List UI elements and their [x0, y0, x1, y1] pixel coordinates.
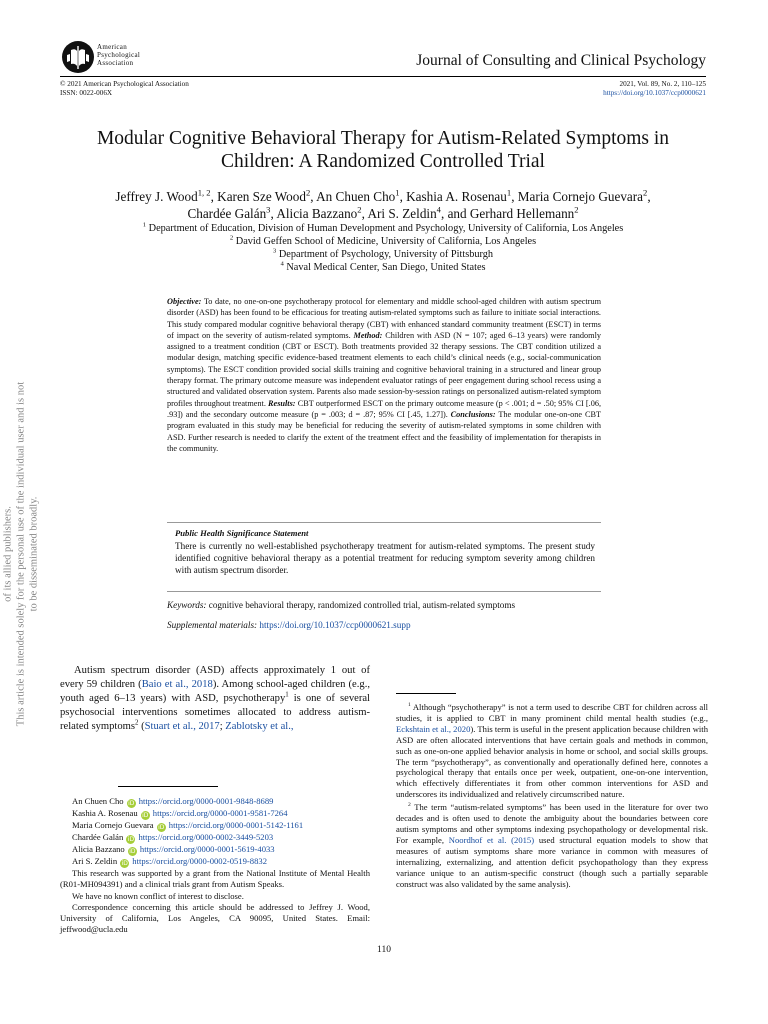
author-sup: 3 — [266, 204, 271, 215]
author-name: Maria Cornejo Guevara — [517, 189, 644, 204]
meta-right — [603, 80, 706, 97]
copyright-sidebar — [0, 382, 41, 727]
abstract-method-label: Method: — [353, 330, 383, 340]
publisher-line-3: Association — [97, 59, 134, 68]
author-sup: 1, 2 — [197, 187, 211, 198]
orcid-link[interactable]: https://orcid.org/0000-0001-5142-1161 — [168, 820, 304, 830]
orcid-entry: Alicia Bazzano iD https://orcid.org/0000-0001-5619-4033 — [72, 844, 275, 855]
keywords — [167, 600, 515, 610]
meta-left — [60, 80, 189, 97]
footnote-rule-right — [396, 693, 456, 694]
orcid-icon: iD — [158, 824, 165, 831]
orcid-entry: An Chuen Cho iD https://orcid.org/0000-0001-9848-8689 — [72, 796, 274, 807]
public-health-body: There is currently no well-established psychotherapy treatment for autism-related symptoms. The present study identified cognitive behavioral therapy as a potential treatment for reducing symptom severity among children with autism spectrum disorder. — [175, 541, 595, 575]
orcid-icon: iD — [127, 836, 135, 843]
citation-link[interactable]: Stuart et al., 2017 — [144, 721, 220, 732]
supp-link[interactable]: https://doi.org/10.1037/ccp0000621.supp — [259, 620, 411, 630]
keywords-text: cognitive behavioral therapy, randomized controlled trial, autism-related symptoms — [208, 600, 516, 610]
keywords-label: Keywords: — [167, 600, 207, 610]
orcid-icon: iD — [128, 800, 135, 807]
orcid-link[interactable]: https://orcid.org/0000-0001-9581-7264 — [152, 808, 288, 818]
abstract-conclusions: The modular one-on-one CBT program evaluated in this study may be beneficial for reducing the severity of autism-related symptoms in some children with ASD. Further research is needed to clarify the extent of the treatment effect and the feasibility of implementation for therapists in the community. — [167, 409, 602, 453]
conflict-note: We have no known conflict of interest to disclose. — [72, 890, 244, 901]
apa-logo-icon — [61, 40, 95, 74]
author-list: Jeffrey J. Wood$^{1, 2}$, Karen Sze Wood$^2$, An Chuen Cho$^1$, Kashia A. Rosenau$^1$, Maria Cornejo Guevara$^2$, Chardée Galán$^3$, Alicia Bazzano$^2$, Ari S. Zeldin$^4$, and Gerhard Hellemann$^2$ — [115, 187, 651, 221]
footnotes — [396, 702, 708, 891]
copyright-line: © 2021 American Psychological Association — [60, 80, 189, 88]
abstract — [167, 296, 601, 454]
author-name: An Chuen Cho — [316, 189, 396, 204]
public-health-title: Public Health Significance Statement — [175, 528, 309, 538]
orcid-link[interactable]: https://orcid.org/0000-0001-5619-4033 — [139, 844, 275, 854]
author-name: Karen Sze Wood — [217, 189, 306, 204]
author-sup: 1 — [506, 187, 512, 198]
author-name: Chardée Galán — [187, 206, 267, 221]
correspondence-note: Correspondence concerning this article should be addressed to Jeffrey J. Wood, University of California, Los Angeles, CA 90095, United States. Email: jeffwood@ucla.edu — [60, 901, 370, 935]
citation-link[interactable]: Noordhof et al. (2015) — [448, 834, 535, 845]
abstract-results-label: Results: — [268, 398, 296, 408]
author-sup: 2 — [643, 187, 648, 198]
abstract-objective: To date, no one-on-one psychotherapy protocol for elementary and middle school-aged children with autism spectrum disorder (ASD) has been found to be efficacious for treating autism-related symptoms such as failure to initiate social interactions. This study compared modular cognitive behavioral therapy (CBT) with enhanced standard community treatment (ESCT) in terms of impact on the severity of autism-related symptoms. — [167, 297, 602, 340]
author-name: Kashia A. Rosenau — [406, 189, 507, 204]
supp-label: Supplemental materials: — [167, 620, 258, 630]
orcid-link[interactable]: https://orcid.org/0000-0001-9848-8689 — [138, 796, 274, 806]
footnote-rule-left — [118, 786, 218, 787]
abstract-method: Children with ASD (N = 107; aged 6–13 years) were randomly assigned to a treatment condition (CBT or ESCT). Both treatments provided 32 therapy sessions. The CBT condition utilized a modular design, matching specific evidence-based treatment elements to each child’s clinical needs (e.g., social-communication symptoms). The ESCT condition provided social skills training and cognitive behavioral training in a structured and linear group therapy format. The primary outcome measure was independent evaluator ratings of peer engagement during school recess using a structured and validated observation system. Parents also made session-by-session ratings on personalized autism-related symptom profiles throughout treatment. — [167, 330, 602, 408]
author-sup: 2 — [574, 204, 579, 215]
page-number: 110 — [377, 945, 391, 955]
citation-link[interactable]: Baio et al., 2018 — [141, 679, 213, 690]
author-name: Alicia Bazzano — [276, 206, 358, 221]
orcid-icon: iD — [142, 812, 149, 819]
author-name: Gerhard Hellemann — [469, 206, 575, 221]
affiliation: $^1$ Department of Education, Division of Human Development and Psychology, University of California, Los Angeles — [142, 221, 624, 234]
body-column-left — [60, 664, 370, 734]
citation-link[interactable]: Zablotsky et al., — [225, 721, 294, 732]
publisher-line-1: American — [97, 43, 127, 51]
volume-line: 2021, Vol. 89, No. 2, 110–125 — [619, 80, 706, 88]
author-notes — [60, 796, 370, 936]
funding-note: This research was supported by a grant from the National Institute of Mental Health (R01-MH094391) and a clinical trials grant from Autism Speaks. — [60, 868, 370, 890]
author-sup: 2 — [305, 187, 311, 198]
affiliation-list — [60, 222, 706, 274]
citation-link[interactable]: Eckshtain et al., 2020 — [396, 723, 471, 734]
orcid-icon: iD — [129, 848, 136, 855]
author-sup: 2 — [357, 204, 362, 215]
header-rule — [60, 76, 706, 77]
orcid-entry: Kashia A. Rosenau iD https://orcid.org/0000-0001-9581-7264 — [72, 808, 288, 819]
abstract-results: CBT outperformed ESCT on the primary outcome measure (p < .001; d = .50; 95% CI [.06, .93]) and the secondary outcome measure (p = .003; d = .87; 95% CI [.45, 1.27]). — [167, 398, 602, 419]
issn-line: ISSN: 0022-006X — [60, 88, 113, 97]
orcid-link[interactable]: https://orcid.org/0000-0002-0519-8832 — [132, 856, 267, 866]
footnote-2: $^2$ The term “autism-related symptoms” has been used in the literature for over two decades and is often used to denote the ambiguity about the boundaries between core autism symptoms and other symptoms indexing psychopathology or developmental risk. For example, Noordhof et al. (2015) used structural equation models to show that measures of autism symptoms share more variance in common with measures of internalizing, externalizing, and attention deficit psychopathology than they express variance unique to an autism-specific construct (though such a partially separable construct was also validated by the same analysis). — [396, 802, 708, 889]
intro-paragraph: Autism spectrum disorder (ASD) affects approximately 1 out of every 59 children (Baio et al., 2018). Among school-aged children (e.g., youth aged 6–13 years) with ASD, psychotherapy$^1$ is one of several psychosocial interventions sometimes allocated to address autism-related symptoms$^2$ (Stuart et al., 2017; Zablotsky et al., — [60, 665, 370, 732]
author-sup: 1 — [395, 187, 400, 198]
footnote-1: $^1$ Although “psychotherapy” is not a term used to describe CBT for children across all studies, it is applied to CBT in many prominent child mental health studies (e.g., Eckshtain et al., 2020). This term is useful in the present application because children with ASD are often allocated interventions that have certain goals and methods in common, such as one-on-one applied behavior analysis in home or school, and social skills groups. The term “psychotherapy”, as conventionally and operationally defined here, connotes a psychological therapy that entails once per week, outpatient, one-on-one intervention, which effectively differentiates it from other common interventions for ASD and underscores its individualized and relatively circumscribed nature. — [396, 702, 708, 800]
orcid-icon: iD — [121, 860, 128, 867]
author-name: Jeffrey J. Wood — [115, 189, 198, 204]
sidebar-line-2: This article is intended solely for the personal use of the individual user and is not to be disseminated broadly. — [15, 381, 40, 727]
author-sup: 4 — [436, 204, 441, 215]
orcid-entry: Maria Cornejo Guevara iD https://orcid.org/0000-0001-5142-1161 — [72, 820, 304, 831]
supplemental-materials — [167, 620, 411, 630]
affiliation: $^3$ Department of Psychology, University of Pittsburgh — [272, 247, 494, 260]
sidebar-line-1: of its allied publishers. — [2, 506, 14, 602]
abstract-objective-label: Objective: — [167, 297, 202, 306]
affiliation: $^4$ Naval Medical Center, San Diego, United States — [280, 260, 486, 273]
orcid-entry: Ari S. Zeldin iD https://orcid.org/0000-0002-0519-8832 — [72, 856, 267, 867]
article-title: Modular Cognitive Behavioral Therapy for Autism-Related Symptoms in Children: A Randomized Controlled Trial — [96, 128, 670, 172]
affiliation: $^2$ David Geffen School of Medicine, University of California, Los Angeles — [229, 234, 537, 247]
journal-name: Journal of Consulting and Clinical Psychology — [416, 52, 706, 69]
orcid-link[interactable]: https://orcid.org/0000-0002-3449-5203 — [138, 832, 274, 842]
orcid-entry: Chardée Galán iD https://orcid.org/0000-0002-3449-5203 — [72, 832, 274, 843]
publisher-name — [97, 43, 140, 68]
doi-link[interactable]: https://doi.org/10.1037/ccp0000621 — [603, 88, 706, 97]
publisher-line-2: Psychological — [97, 51, 141, 60]
abstract-conclusions-label: Conclusions: — [450, 409, 496, 419]
author-name: Ari S. Zeldin — [367, 206, 437, 221]
